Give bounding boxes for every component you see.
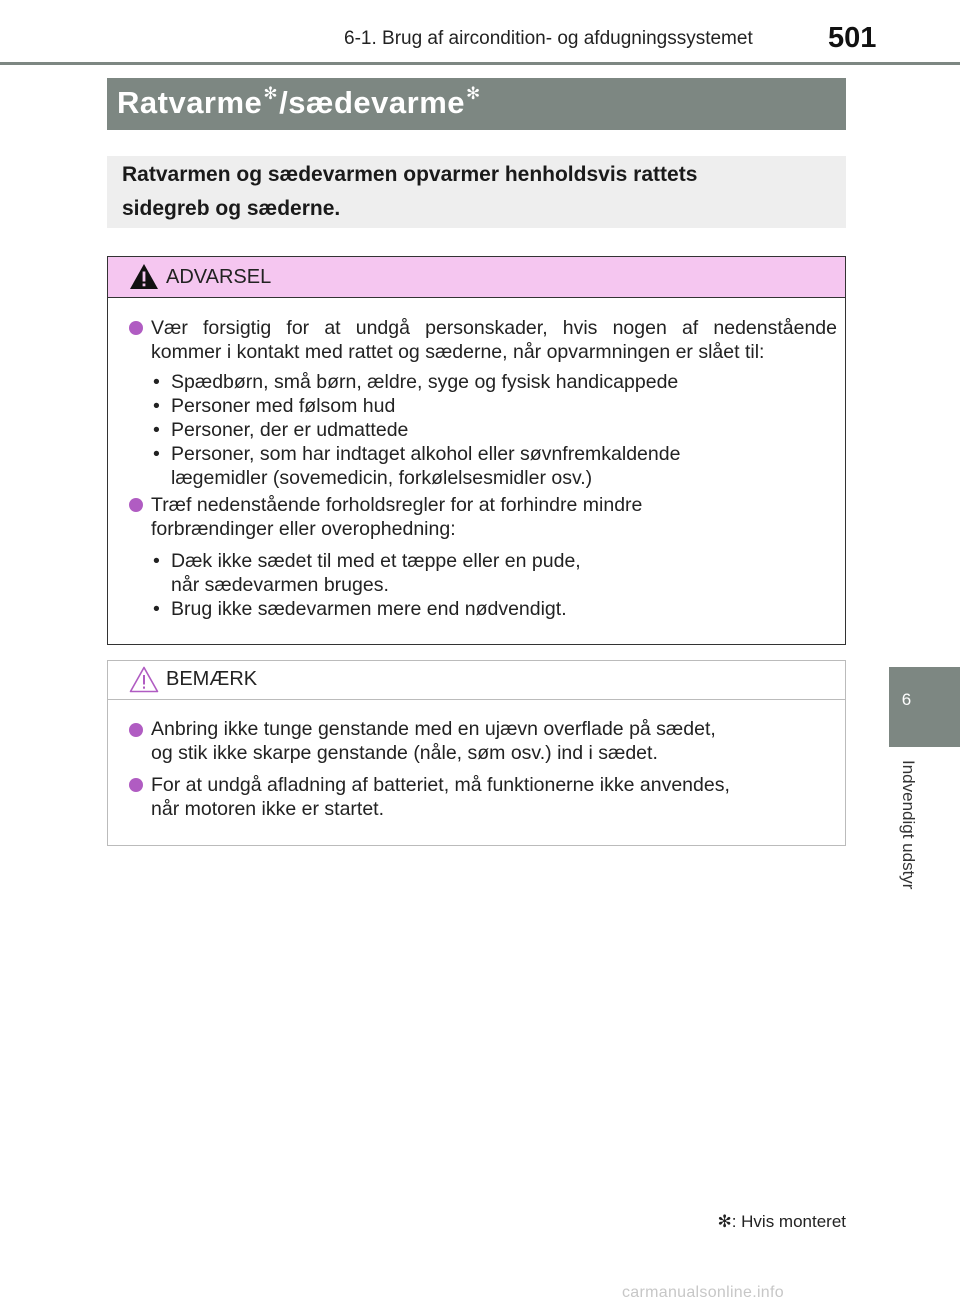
footnote (710, 1212, 846, 1232)
sub-bullet-icon: • (153, 419, 160, 441)
bullet-dot-icon (129, 778, 143, 792)
bullet-dot-icon (129, 723, 143, 737)
watermark: carmanualsonline.info (622, 1284, 784, 1301)
warning-item-line: kommer i kontakt med rattet og sæderne, når opvarmningen er slået til: (151, 341, 765, 363)
notice-label: BEMÆRK (166, 668, 258, 690)
notice-item-line: Anbring ikke tunge genstande med en ujævn overflade på sædet, (151, 718, 716, 740)
sub-bullet-icon: • (153, 371, 160, 393)
sub-bullet-icon: • (153, 443, 160, 465)
notice-item-line: For at undgå afladning af batteriet, må funktionerne ikke anvendes, (151, 774, 730, 796)
notice-triangle-icon (129, 666, 159, 693)
intro-line: sidegreb og sæderne. (122, 197, 341, 220)
title-part-2: sædevarme (288, 85, 466, 120)
sub-bullet-icon: • (153, 598, 160, 620)
warning-sub-item: Brug ikke sædevarmen mere end nødvendigt. (171, 598, 567, 620)
optional-star-icon: ✻ (263, 84, 279, 103)
warning-triangle-icon (129, 263, 159, 290)
warning-sub-item: Dæk ikke sædet til med et tæppe eller en pude, (171, 550, 581, 572)
page-title (117, 84, 482, 121)
warning-sub-item: når sædevarmen bruges. (171, 574, 389, 596)
warning-sub-item: Personer med følsom hud (171, 395, 396, 417)
sub-bullet-icon: • (153, 395, 160, 417)
warning-label: ADVARSEL (166, 266, 272, 288)
warning-item-line: forbrændinger eller overophedning: (151, 518, 456, 540)
warning-sub-item: Personer, som har indtaget alkohol eller søvnfremkaldende (171, 443, 681, 465)
warning-item-line: Træf nedenstående forholdsregler for at forhindre mindre (151, 494, 643, 516)
warning-sub-item: Spædbørn, små børn, ældre, syge og fysisk handicappede (171, 371, 679, 393)
bullet-dot-icon (129, 498, 143, 512)
header-divider (0, 62, 960, 65)
notice-item-line: når motoren ikke er startet. (151, 798, 385, 820)
chapter-label: Indvendigt udstyr (899, 760, 918, 890)
intro-line: Ratvarmen og sædevarmen opvarmer henholdsvis rattets (122, 163, 698, 186)
optional-star-icon: ✻ (466, 84, 481, 103)
bullet-dot-icon (129, 321, 143, 335)
chapter-number: 6 (901, 690, 912, 709)
warning-sub-item: Personer, der er udmattede (171, 419, 409, 441)
title-part-1: Ratvarme (117, 85, 263, 120)
optional-star-icon: ✻ (717, 1212, 732, 1231)
notice-item-line: og stik ikke skarpe genstande (nåle, søm osv.) ind i sædet. (151, 742, 658, 764)
footnote-text: : Hvis monteret (731, 1212, 846, 1231)
intro-text (122, 158, 832, 226)
section-heading: 6-1. Brug af aircondition- og afdugningssystemet (344, 28, 753, 49)
page-number: 501 (828, 22, 877, 54)
title-separator: / (279, 85, 289, 120)
warning-sub-item: lægemidler (sovemedicin, forkølelsesmidler osv.) (171, 467, 593, 489)
sub-bullet-icon: • (153, 550, 160, 572)
warning-item-line: Vær forsigtig for at undgå personskader, hvis nogen af nedenstående (151, 317, 837, 339)
